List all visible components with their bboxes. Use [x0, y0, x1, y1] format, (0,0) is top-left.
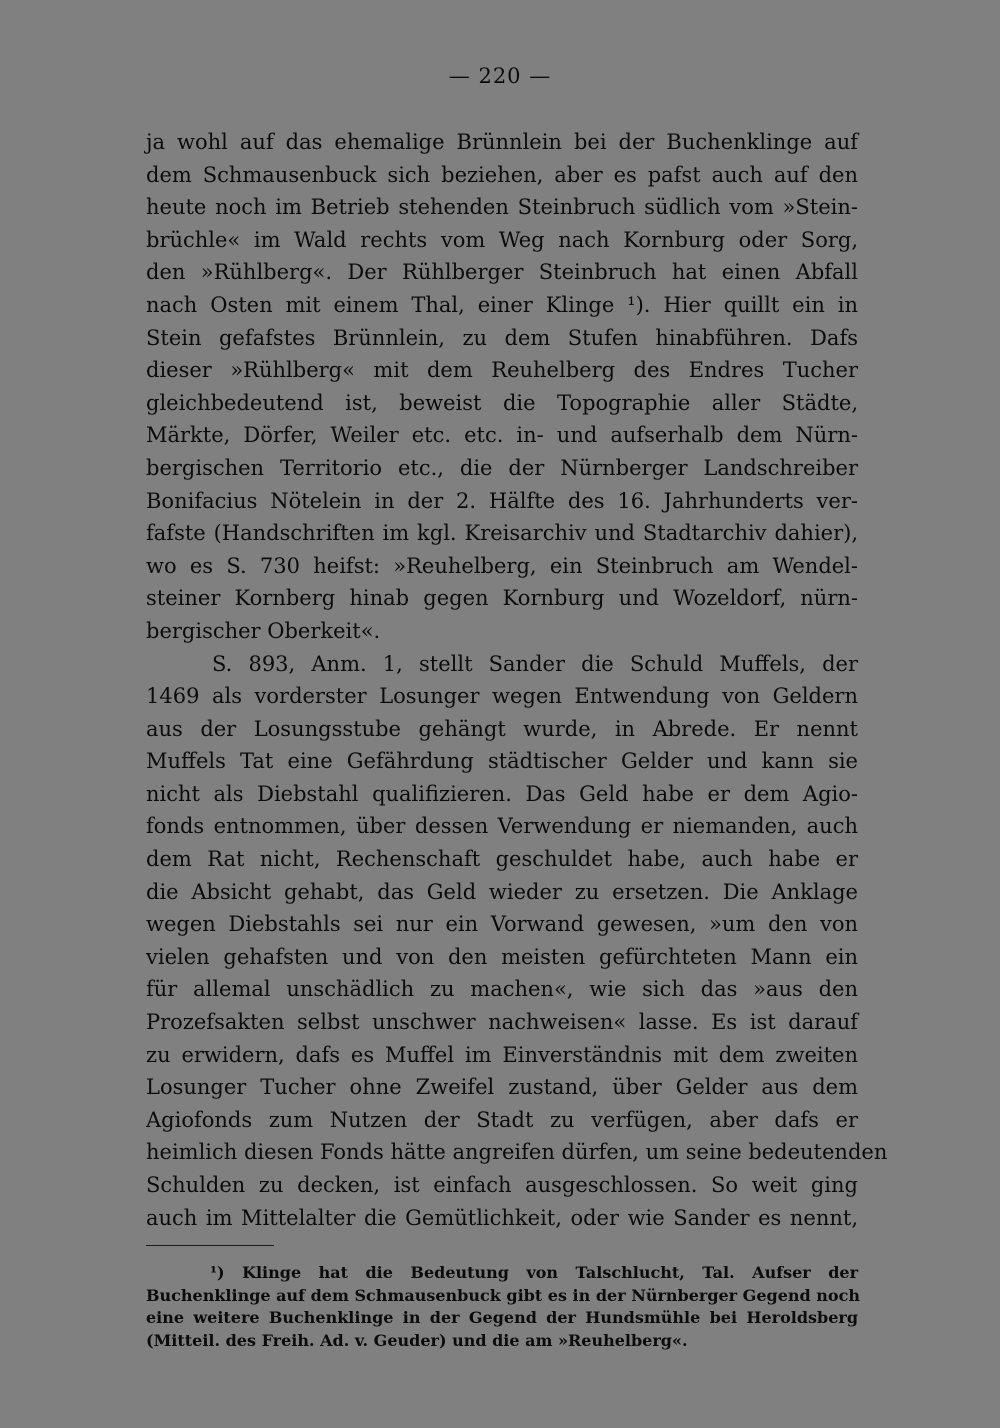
- text-line: Stein gefafstes Brünnlein, zu dem Stufen hinabführen. Dafs: [146, 325, 858, 350]
- text-line: für allemal unschädlich zu machen«, wie sich das »aus den: [146, 977, 858, 1002]
- footnote-line: ¹) Klinge hat die Bedeutung von Talschlucht, Tal. Aufser der: [210, 1263, 858, 1282]
- text-line: dem Rat nicht, Rechenschaft geschuldet habe, auch habe er: [146, 847, 858, 872]
- text-line: dieser »Rühlberg« mit dem Reuhelberg des Endres Tucher: [146, 358, 858, 383]
- footnote-line: (Mitteil. des Freih. Ad. v. Geuder) und die am »Reuhelberg«.: [146, 1330, 688, 1350]
- text-line: Schulden zu decken, ist einfach ausgeschlossen. So weit ging: [146, 1173, 858, 1197]
- text-line: ja wohl auf das ehemalige Brünnlein bei der Buchenklinge auf: [146, 130, 858, 154]
- paragraph-end-line: bergischer Oberkeit«.: [146, 618, 381, 643]
- text-line: zu erwidern, dafs es Muffel im Einverständnis mit dem zweiten: [146, 1042, 858, 1067]
- text-line: fafste (Handschriften im kgl. Kreisarchiv und Stadtarchiv dahier),: [146, 521, 858, 546]
- footnote-line: eine weitere Buchenklinge in der Gegend der Hundsmühle bei Heroldsberg: [146, 1308, 858, 1327]
- text-line: dem Schmausenbuck sich beziehen, aber es pafst auch auf den: [146, 162, 858, 187]
- text-line: wegen Diebstahls sei nur ein Vorwand gewesen, »um den von: [146, 912, 858, 937]
- text-line: steiner Kornberg hinab gegen Kornburg und Wozeldorf, nürn-: [146, 586, 858, 611]
- footnote-line: Buchenklinge auf dem Schmausenbuck gibt es in der Nürnberger Gegend noch: [146, 1285, 860, 1305]
- footnotes: [146, 1262, 858, 1352]
- text-line: bergischen Territorio etc., die der Nürnberger Landschreiber: [146, 455, 858, 480]
- page-number: — 220 —: [448, 64, 552, 88]
- text-line: Märkte, Dörfer, Weiler etc. etc. in- und aufserhalb dem Nürn-: [146, 423, 858, 448]
- text-line: Losunger Tucher ohne Zweifel zustand, über Gelder aus dem: [146, 1075, 858, 1100]
- text-line: heimlich diesen Fonds hätte angreifen dürfen, um seine bedeutenden: [146, 1140, 888, 1165]
- text-line: wo es S. 730 heifst: »Reuhelberg, ein Steinbruch am Wendel-: [146, 553, 858, 578]
- text-line: auch im Mittelalter die Gemütlichkeit, oder wie Sander es nennt,: [146, 1205, 858, 1230]
- text-line: nach Osten mit einem Thal, einer Klinge ¹). Hier quillt ein in: [146, 292, 858, 317]
- text-line: 1469 als vorderster Losunger wegen Entwendung von Geldern: [146, 684, 858, 709]
- text-line: Agiofonds zum Nutzen der Stadt zu verfügen, aber dafs er: [146, 1107, 858, 1132]
- paragraph-start-line: S. 893, Anm. 1, stellt Sander die Schuld Muffels, der: [212, 651, 858, 676]
- text-line: brüchle« im Wald rechts vom Weg nach Kornburg oder Sorg,: [146, 227, 858, 252]
- footnote-divider: [146, 1245, 274, 1246]
- text-line: den »Rühlberg«. Der Rühlberger Steinbruch hat einen Abfall: [146, 260, 858, 285]
- text-line: Bonifacius Nötelein in der 2. Hälfte des 16. Jahrhunderts ver-: [146, 488, 858, 513]
- text-line: nicht als Diebstahl qualifizieren. Das Geld habe er dem Agio-: [146, 781, 858, 806]
- text-line: fonds entnommen, über dessen Verwendung er niemanden, auch: [146, 814, 858, 839]
- text-line: Muffels Tat eine Gefährdung städtischer Gelder und kann sie: [146, 749, 858, 774]
- text-line: aus der Losungsstube gehängt wurde, in Abrede. Er nennt: [146, 716, 858, 741]
- text-line: die Absicht gehabt, das Geld wieder zu ersetzen. Die Anklage: [146, 879, 858, 904]
- text-line: heute noch im Betrieb stehenden Steinbruch südlich vom »Stein-: [146, 195, 858, 220]
- text-line: gleichbedeutend ist, beweist die Topographie aller Städte,: [146, 390, 858, 415]
- body-text: [146, 126, 888, 1234]
- text-line: Prozefsakten selbst unschwer nachweisen« lasse. Es ist darauf: [146, 1010, 858, 1035]
- text-line: vielen gehafsten und von den meisten gefürchteten Mann ein: [146, 944, 858, 969]
